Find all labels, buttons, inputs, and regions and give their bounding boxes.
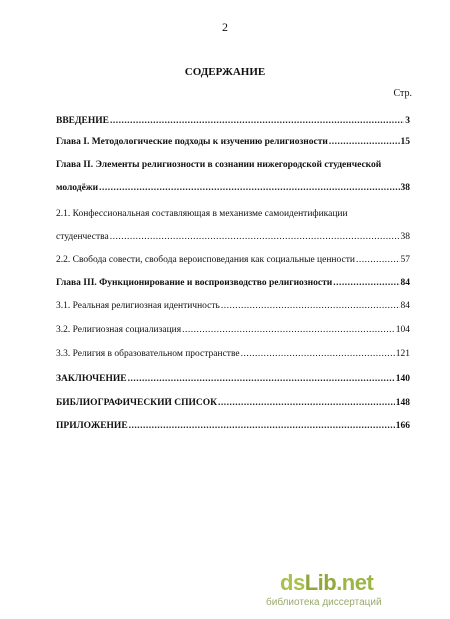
- toc-entry-appendix: [56, 421, 410, 431]
- toc-entry-page: 104: [395, 325, 410, 335]
- watermark-logo-lib: Lib: [304, 570, 337, 595]
- toc-entry-page: 84: [400, 301, 410, 311]
- toc-entry-section-3-1: [56, 301, 410, 311]
- toc-leader: [99, 183, 399, 193]
- toc-entry-chapter-1: [56, 137, 410, 147]
- toc-entry-bibliography: [56, 398, 410, 408]
- watermark: [266, 570, 440, 608]
- toc-leader: [241, 349, 395, 359]
- toc-entry-page: 140: [395, 374, 410, 384]
- toc-entry-page: 57: [400, 255, 410, 265]
- toc-entry-chapter-2-line-1: [56, 160, 410, 170]
- watermark-logo-net: .net: [336, 570, 374, 595]
- toc-leader: [128, 374, 395, 384]
- watermark-logo-ds: ds: [280, 570, 305, 595]
- toc-entry-page: 84: [400, 278, 410, 288]
- toc-entry-title: ВВЕДЕНИЕ: [56, 116, 109, 126]
- toc-leader: [110, 116, 404, 126]
- toc-entry-section-2-2: [56, 255, 410, 265]
- toc-entry-page: 38: [400, 232, 410, 242]
- toc-entry-page: 15: [400, 137, 410, 147]
- toc-entry-title: 3.1. Реальная религиозная идентичность: [56, 301, 220, 311]
- toc-entry-chapter-3: [56, 278, 410, 288]
- toc-leader: [182, 325, 395, 335]
- toc-entry-page: 148: [395, 398, 410, 408]
- watermark-subtitle: библиотека диссертаций: [266, 597, 382, 608]
- toc-leader: [329, 137, 400, 147]
- toc-entry-title: БИБЛИОГРАФИЧЕСКИЙ СПИСОК: [56, 398, 218, 408]
- toc-entry-page: 3: [405, 116, 410, 126]
- page-number: 2: [222, 20, 228, 34]
- toc-entry-title: Глава I. Методологические подходы к изучению религиозности: [56, 137, 328, 147]
- watermark-logo: [280, 570, 440, 596]
- toc-entry-title: 3.3. Религия в образовательном пространстве: [56, 349, 240, 359]
- toc-leader: [356, 255, 400, 265]
- toc-entry-page: 38: [400, 183, 410, 193]
- toc-entry-title: 2.2. Свобода совести, свобода вероисповедания как социальные ценности: [56, 255, 355, 265]
- toc-entry-introduction: [56, 116, 410, 126]
- toc-entry-page: 166: [395, 421, 410, 431]
- toc-entry-title: молодёжи: [56, 183, 99, 193]
- toc-entry-title: Глава II. Элементы религиозности в сознании нижегородской студенческой: [56, 160, 382, 170]
- toc-entry-title: 3.2. Религиозная социализация: [56, 325, 182, 335]
- toc-entry-title: ЗАКЛЮЧЕНИЕ: [56, 374, 127, 384]
- toc-entry-section-3-2: [56, 325, 410, 335]
- toc-leader: [129, 421, 395, 431]
- toc-entry-conclusion: [56, 374, 410, 384]
- toc-entry-title: 2.1. Конфессиональная составляющая в механизме самоидентификации: [56, 209, 348, 219]
- toc-entry-title: Глава III. Функционирование и воспроизводство религиозности: [56, 278, 333, 288]
- toc-entry-title: ПРИЛОЖЕНИЕ: [56, 421, 128, 431]
- toc-entry-page: 121: [395, 349, 410, 359]
- toc-entry-section-2-1-line-1: [56, 209, 410, 219]
- page-column-label: Стр.: [393, 88, 412, 99]
- toc-leader: [333, 278, 399, 288]
- toc-leader: [221, 301, 400, 311]
- toc-entry-section-2-1-line-2: [56, 232, 410, 242]
- page-title: СОДЕРЖАНИЕ: [184, 66, 266, 78]
- toc-leader: [110, 232, 400, 242]
- toc-entry-section-3-3: [56, 349, 410, 359]
- toc-leader: [218, 398, 395, 408]
- toc-entry-title: студенчества: [56, 232, 109, 242]
- toc-entry-chapter-2-line-2: [56, 183, 410, 193]
